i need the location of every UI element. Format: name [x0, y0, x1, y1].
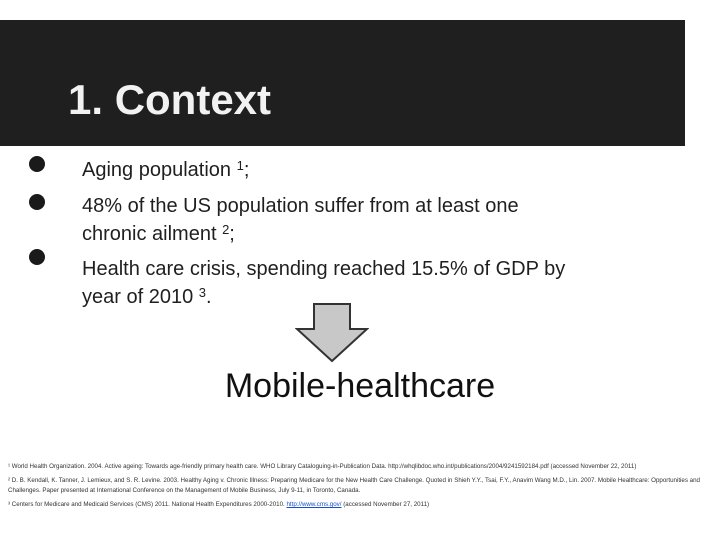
reference-link[interactable]: http://www.cms.gov/ — [286, 501, 342, 508]
references — [8, 462, 708, 514]
bullet-suffix: ; — [243, 159, 250, 181]
bullet-text: year of 2010 — [82, 286, 199, 308]
reference-text: ³ Centers for Medicare and Medicaid Services (CMS) 2011. National Health Expenditures 2000-2010. — [8, 501, 287, 508]
bullet-dot — [29, 194, 45, 210]
result-label: Mobile-healthcare — [224, 367, 496, 405]
bullet-item-spending-continuation — [82, 283, 212, 311]
bullet-item-spending — [82, 255, 565, 283]
footnote-marker: 3 — [198, 285, 206, 300]
title-bar — [0, 20, 685, 146]
reference-3 — [8, 500, 708, 510]
bullet-item-chronic-continuation — [82, 220, 235, 248]
bullet-item-chronic — [82, 192, 519, 220]
bullet-text: chronic ailment — [82, 223, 223, 245]
bullet-item-aging — [82, 156, 249, 184]
reference-2: ² D. B. Kendall, K. Tanner, J. Lemieux, and S. R. Levine. 2003. Healthy Aging v. Chronic Illness: Preparing Medicare for the New Health Care Challenge. Quoted in Shieh Y.Y., Tsai, F.Y., Anavim Wang M.D., Lin. 2007. Mobile Healthcare: Opportunities and Challenges. Paper presented at International Conference on the Management of Mobile Business, July 9-11, in Toronto, Canada. — [8, 477, 700, 494]
footnote-marker: 1 — [236, 158, 244, 173]
slide-title: 1. Context — [68, 76, 272, 123]
bullet-dot — [29, 156, 45, 172]
bullet-text: Aging population — [82, 159, 237, 181]
reference-text: (accessed November 27, 2011) — [341, 501, 430, 508]
bullet-suffix: . — [205, 286, 212, 308]
bullet-suffix: ; — [229, 223, 235, 245]
bullet-dot — [29, 249, 45, 265]
bullet-text: Health care crisis, spending reached 15.5% of GDP by — [82, 258, 566, 280]
reference-1: ¹ World Health Organization. 2004. Active ageing: Towards age-friendly primary health care. WHO Library Cataloguing-in-Publication Data. http://whqlibdoc.who.int/publications/2004/9241592184.pdf (accessed November 22, 2011) — [8, 463, 637, 470]
bullet-text: 48% of the US population suffer from at least one — [82, 195, 519, 217]
down-arrow-icon — [295, 303, 369, 363]
footnote-marker: 2 — [222, 222, 230, 237]
